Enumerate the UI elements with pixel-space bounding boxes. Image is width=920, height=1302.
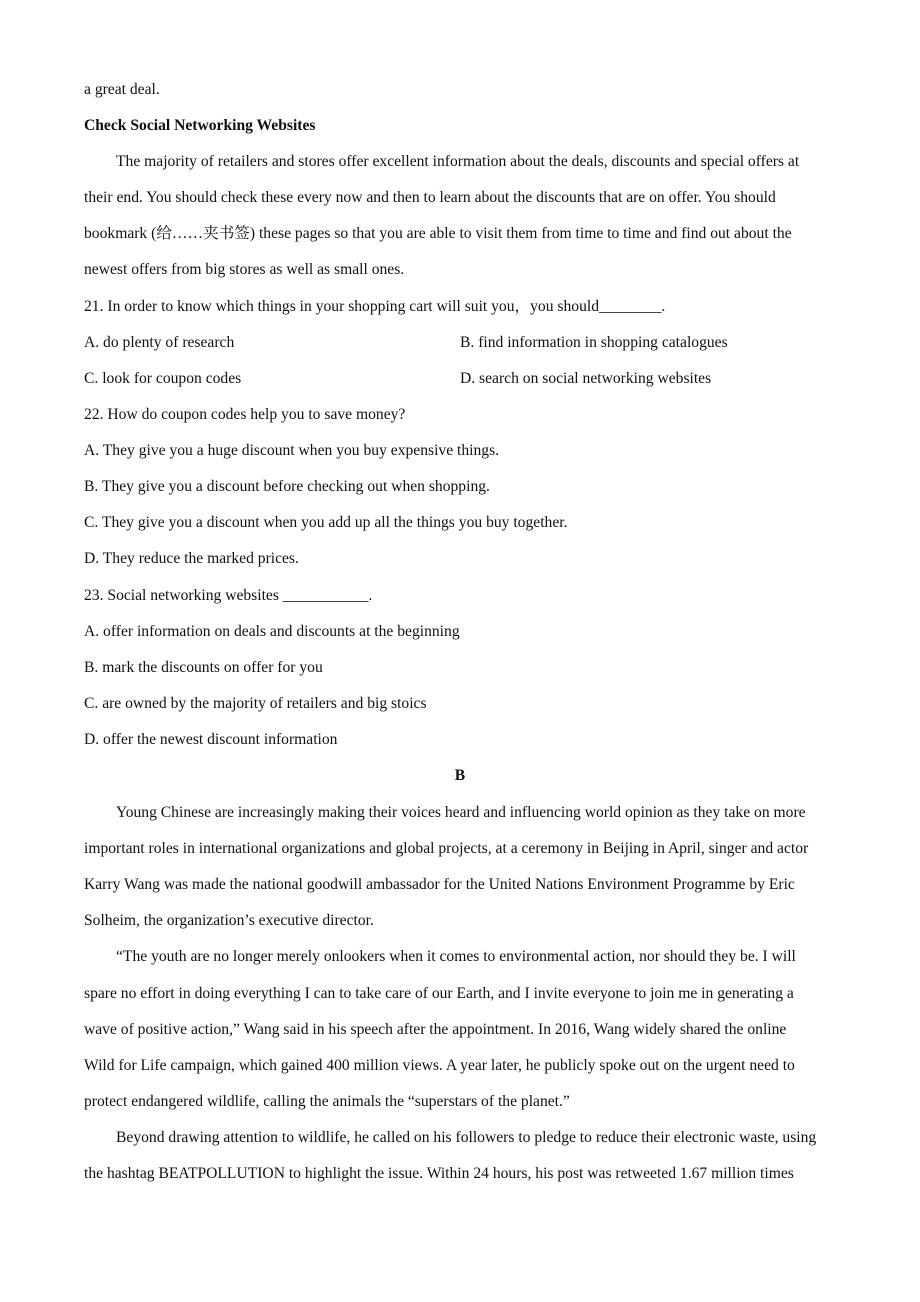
question-22-stem: 22. How do coupon codes help you to save money? <box>84 406 406 423</box>
question-23-stem: 23. Social networking websites ___________. <box>84 587 373 604</box>
paragraph-line: Beyond drawing attention to wildlife, he called on his followers to pledge to reduce their electronic waste, using <box>116 1129 817 1146</box>
question-22-option-c: C. They give you a discount when you add up all the things you buy together. <box>84 514 568 531</box>
passage-b-title: B <box>454 767 466 784</box>
paragraph-line: Wild for Life campaign, which gained 400 million views. A year later, he publicly spoke out on the urgent need to <box>84 1057 795 1074</box>
question-21-option-b: B. find information in shopping catalogues <box>460 334 728 351</box>
question-22-option-b: B. They give you a discount before checking out when shopping. <box>84 478 490 495</box>
paragraph-line: “The youth are no longer merely onlookers when it comes to environmental action, nor should they be. I will <box>116 948 796 965</box>
question-23-option-c: C. are owned by the majority of retailers and big stoics <box>84 695 427 712</box>
question-21-option-a: A. do plenty of research <box>84 334 235 351</box>
paragraph-line: their end. You should check these every now and then to learn about the discounts that are on offer. You should <box>84 189 776 206</box>
question-21-stem: 21. In order to know which things in your shopping cart will suit you，you should________. <box>84 298 666 315</box>
paragraph-line: wave of positive action,” Wang said in his speech after the appointment. In 2016, Wang widely shared the online <box>84 1021 787 1038</box>
paragraph-line: Karry Wang was made the national goodwill ambassador for the United Nations Environment Programme by Eric <box>84 876 795 893</box>
question-22-option-d: D. They reduce the marked prices. <box>84 550 299 567</box>
paragraph-line: protect endangered wildlife, calling the animals the “superstars of the planet.” <box>84 1093 570 1110</box>
question-21-option-c: C. look for coupon codes <box>84 370 242 387</box>
intro-tail-text: a great deal. <box>84 81 160 98</box>
question-21-option-d: D. search on social networking websites <box>460 370 712 387</box>
paragraph-line: bookmark (给……夹书签) these pages so that you are able to visit them from time to time and find out about the <box>84 225 792 242</box>
paragraph-line: the hashtag BEATPOLLUTION to highlight the issue. Within 24 hours, his post was retweeted 1.67 million times <box>84 1165 794 1182</box>
paragraph-line: Solheim, the organization’s executive director. <box>84 912 374 929</box>
section-heading: Check Social Networking Websites <box>84 117 316 134</box>
question-23-option-d: D. offer the newest discount information <box>84 731 338 748</box>
paragraph-line: The majority of retailers and stores offer excellent information about the deals, discounts and special offers at <box>116 153 800 170</box>
paragraph-line: newest offers from big stores as well as small ones. <box>84 261 405 278</box>
question-23-option-a: A. offer information on deals and discounts at the beginning <box>84 623 460 640</box>
question-23-option-b: B. mark the discounts on offer for you <box>84 659 323 676</box>
question-22-option-a: A. They give you a huge discount when you buy expensive things. <box>84 442 500 459</box>
paragraph-line: spare no effort in doing everything I can to take care of our Earth, and I invite everyone to join me in generating a <box>84 985 794 1002</box>
paragraph-line: important roles in international organizations and global projects, at a ceremony in Beijing in April, singer and actor <box>84 840 809 857</box>
paragraph-line: Young Chinese are increasingly making their voices heard and influencing world opinion as they take on more <box>116 804 806 821</box>
